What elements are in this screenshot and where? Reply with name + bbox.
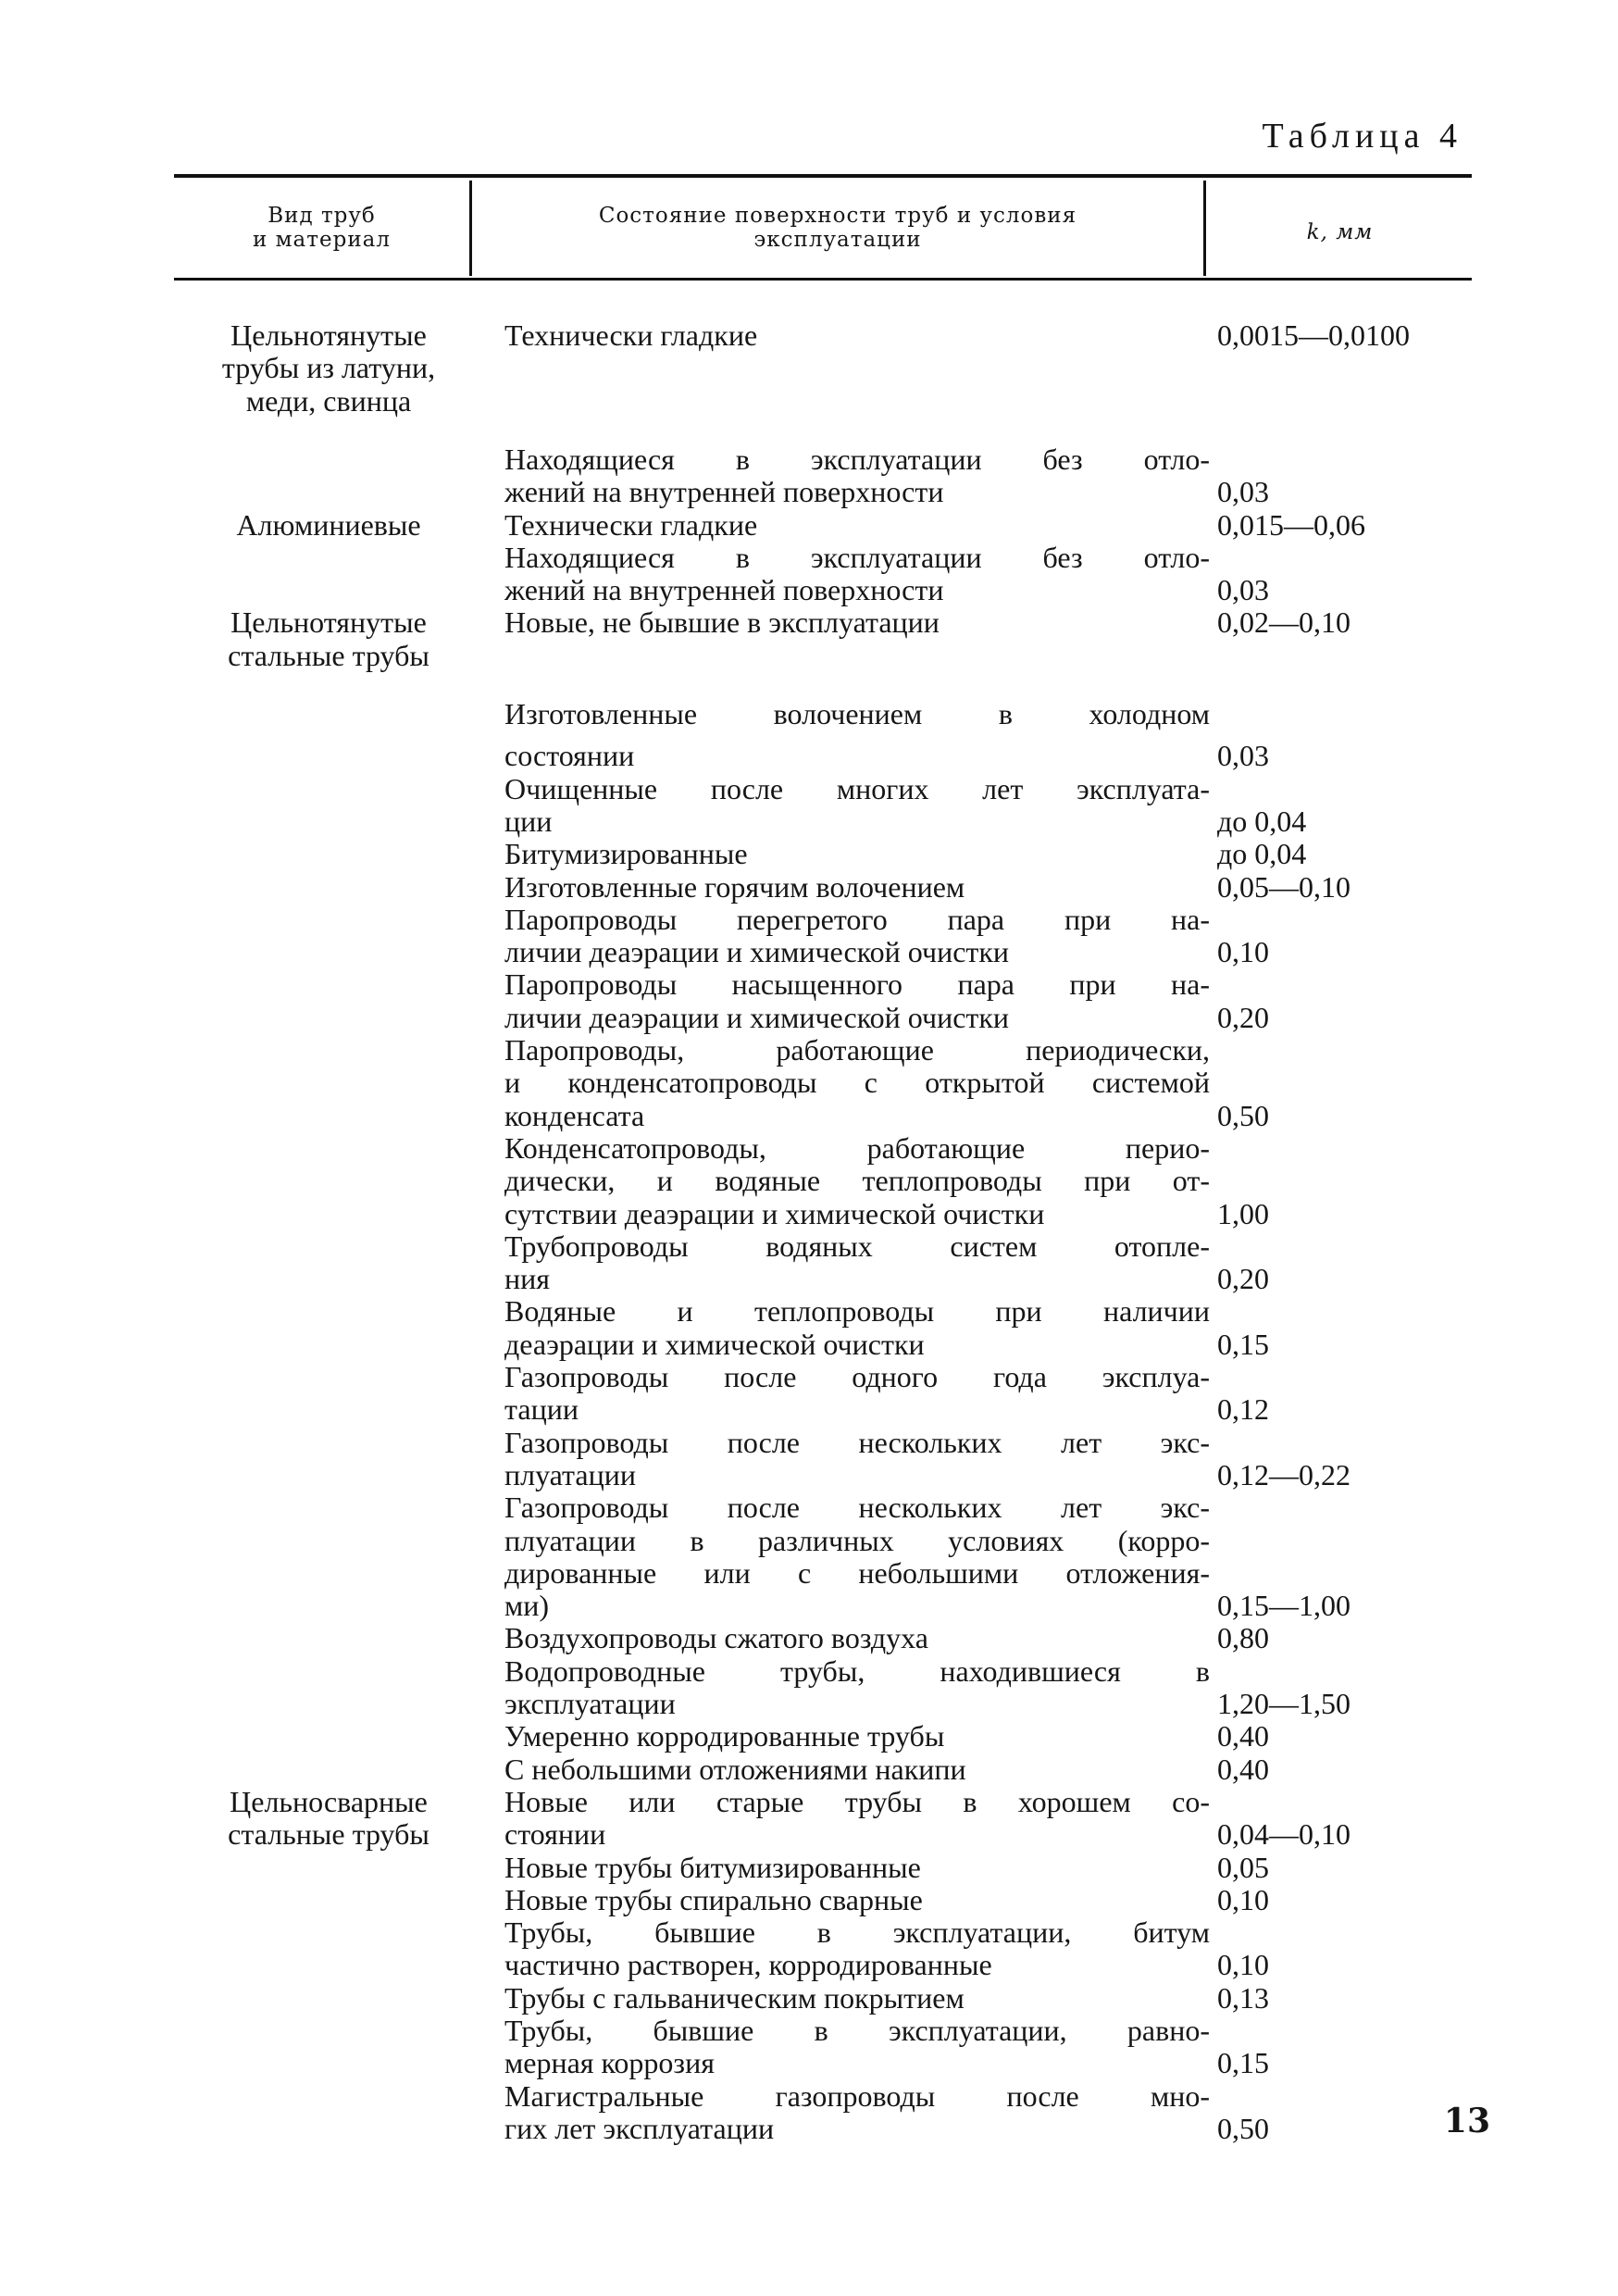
roughness-value-cell: 0,03 <box>1217 739 1269 773</box>
roughness-value-cell: 1,00 <box>1217 1196 1269 1230</box>
table-row <box>0 1360 1618 1393</box>
roughness-value-cell: 0,04—0,10 <box>1217 1817 1350 1852</box>
table-row <box>0 2014 1618 2047</box>
page-number: 13 <box>1443 2102 1490 2140</box>
surface-condition-cell: Новые, не бывшие в эксплуатации <box>504 605 940 640</box>
surface-condition-cell: Трубопроводы водяных систем отопле- <box>504 1229 1210 1263</box>
pipe-type-cell: Алюминиевые <box>236 507 421 542</box>
table-row <box>0 573 1618 606</box>
table-row <box>0 1851 1618 1884</box>
table-row <box>0 1981 1618 2015</box>
surface-condition-cell: мерная коррозия <box>504 2046 715 2080</box>
table-row <box>0 1753 1618 1786</box>
table-row <box>0 837 1618 870</box>
surface-condition-cell: личии деаэрации и химической очистки <box>504 935 1010 969</box>
pipe-type-cell: трубы из латуни, <box>221 351 436 385</box>
surface-condition-cell: ми) <box>504 1589 550 1623</box>
surface-condition-cell: Изготовленные волочением в холодном <box>504 697 1210 730</box>
surface-condition-cell: частично растворен, корродированные <box>504 1948 992 1982</box>
roughness-value-cell: 0,0015—0,0100 <box>1217 318 1410 352</box>
column-header-surface-condition: Состояние поверхности труб и условия эксплуатации <box>598 204 1077 252</box>
table-row <box>0 1229 1618 1263</box>
header-col-divider-1 <box>469 181 472 276</box>
surface-condition-cell: Газопроводы после нескольких лет экс- <box>504 1425 1210 1459</box>
surface-condition-cell: плуатации <box>504 1457 636 1491</box>
table-row <box>0 1131 1618 1165</box>
pipe-type-cell: стальные трубы <box>228 638 429 672</box>
surface-condition-cell: Очищенные после многих лет эксплуата- <box>504 771 1210 805</box>
roughness-value-cell: 0,20 <box>1217 1262 1269 1296</box>
roughness-value-cell: 0,15 <box>1217 1327 1269 1361</box>
table-title: Таблица 4 <box>1262 117 1462 156</box>
roughness-value-cell: 0,03 <box>1217 573 1269 607</box>
surface-condition-cell: Трубы, бывшие в эксплуатации, равно- <box>504 2014 1210 2047</box>
surface-condition-cell: жений на внутренней поверхности <box>504 475 944 509</box>
table-row <box>0 351 1618 384</box>
surface-condition-cell: Находящиеся в эксплуатации без отло- <box>504 540 1210 574</box>
table-row <box>0 772 1618 805</box>
table-row <box>0 639 1618 672</box>
roughness-value-cell: 0,05—0,10 <box>1217 869 1350 904</box>
surface-condition-cell: Паропроводы перегретого пара при на- <box>504 902 1210 936</box>
table-row <box>0 1915 1618 1949</box>
surface-condition-cell: Воздухопроводы сжатого воздуха <box>504 1621 928 1655</box>
surface-condition-cell: конденсата <box>504 1098 645 1132</box>
roughness-value-cell: 0,15 <box>1217 2046 1269 2080</box>
table-row <box>0 870 1618 904</box>
roughness-value-cell: 0,02—0,10 <box>1217 605 1350 640</box>
surface-condition-cell: Паропроводы насыщенного пара при на- <box>504 967 1210 1002</box>
table-row <box>0 1294 1618 1328</box>
surface-condition-cell: ния <box>504 1262 550 1296</box>
roughness-value-cell: 0,50 <box>1217 2111 1269 2145</box>
surface-condition-cell: Находящиеся в эксплуатации без отло- <box>504 442 1210 476</box>
surface-condition-cell: Новые или старые трубы в хорошем со- <box>504 1784 1210 1818</box>
surface-condition-cell: Изготовленные горячим волочением <box>504 869 965 904</box>
table-row <box>0 1458 1618 1491</box>
table-row <box>0 1883 1618 1916</box>
roughness-value-cell: 0,03 <box>1217 475 1269 509</box>
table-row <box>0 318 1618 352</box>
roughness-value-cell: до 0,04 <box>1217 837 1307 871</box>
table-row <box>0 935 1618 968</box>
table-row <box>0 1066 1618 1099</box>
table-row <box>0 508 1618 542</box>
table-row <box>0 1328 1618 1361</box>
surface-condition-cell: плуатации в различных условиях (корро- <box>504 1523 1210 1557</box>
roughness-value-cell: 0,50 <box>1217 1098 1269 1132</box>
surface-condition-cell: Трубы с гальваническим покрытием <box>504 1980 965 2015</box>
table-row <box>0 2079 1618 2113</box>
table-row <box>0 443 1618 476</box>
surface-condition-cell: стоянии <box>504 1817 606 1852</box>
surface-condition-cell: Новые трубы спирально сварные <box>504 1882 923 1916</box>
surface-condition-cell: Газопроводы после нескольких лет экс- <box>504 1491 1210 1525</box>
surface-condition-cell: личии деаэрации и химической очистки <box>504 1000 1010 1034</box>
table-row <box>0 805 1618 838</box>
roughness-value-cell: 0,05 <box>1217 1850 1269 1884</box>
column-header-pipe-type: Вид труб и материал <box>253 204 391 252</box>
surface-condition-cell: Магистральные газопроводы после мно- <box>504 2078 1210 2113</box>
roughness-value-cell: до 0,04 <box>1217 804 1307 838</box>
surface-condition-cell: Конденсатопроводы, работающие перио- <box>504 1130 1210 1165</box>
table-row <box>0 1197 1618 1230</box>
header-col-divider-2 <box>1203 181 1206 276</box>
surface-condition-cell: жений на внутренней поверхности <box>504 573 944 607</box>
surface-condition-cell: Трубы, бывшие в эксплуатации, битум <box>504 1915 1210 1950</box>
table-row <box>0 697 1618 730</box>
table-row <box>0 1621 1618 1654</box>
header-bottom-rule <box>174 278 1472 281</box>
table-row <box>0 1426 1618 1459</box>
roughness-value-cell: 0,015—0,06 <box>1217 507 1365 542</box>
table-row <box>0 1262 1618 1295</box>
table-row <box>0 903 1618 936</box>
roughness-value-cell: 0,20 <box>1217 1000 1269 1034</box>
surface-condition-cell: Паропроводы, работающие периодически, <box>504 1033 1210 1067</box>
roughness-value-cell: 0,10 <box>1217 1948 1269 1982</box>
table-row <box>0 1556 1618 1590</box>
table-row <box>0 605 1618 639</box>
table-row <box>0 384 1618 418</box>
table-row <box>0 739 1618 772</box>
table-row <box>0 1099 1618 1132</box>
roughness-value-cell: 0,40 <box>1217 1752 1269 1786</box>
table-row <box>0 1817 1618 1851</box>
surface-condition-cell: Технически гладкие <box>504 318 758 352</box>
pipe-type-cell: меди, свинца <box>245 383 412 418</box>
surface-condition-cell: Водяные и теплопроводы при наличии <box>504 1294 1210 1329</box>
table-row <box>0 1654 1618 1688</box>
header-top-rule <box>174 174 1472 178</box>
table-row <box>0 1392 1618 1426</box>
surface-condition-cell: Умеренно корродированные трубы <box>504 1719 945 1753</box>
pipe-type-cell: Цельнотянутые <box>230 605 427 640</box>
table-row <box>0 1785 1618 1818</box>
surface-condition-cell: Битумизированные <box>504 837 748 871</box>
roughness-value-cell: 1,20—1,50 <box>1217 1687 1350 1720</box>
pipe-type-cell: Цельнотянутые <box>230 318 427 352</box>
surface-condition-cell: Водопроводные трубы, находившиеся в <box>504 1653 1210 1688</box>
roughness-value-cell: 0,40 <box>1217 1719 1269 1753</box>
table-row <box>0 1524 1618 1557</box>
surface-condition-cell: Газопроводы после одного года эксплуа- <box>504 1360 1210 1393</box>
surface-condition-cell: дически, и водяные теплопроводы при от- <box>504 1164 1210 1198</box>
roughness-value-cell: 0,10 <box>1217 1882 1269 1916</box>
table-row <box>0 967 1618 1001</box>
table-row <box>0 1687 1618 1720</box>
roughness-value-cell: 0,12 <box>1217 1392 1269 1427</box>
surface-condition-cell: и конденсатопроводы с открытой системой <box>504 1066 1210 1100</box>
roughness-value-cell: 0,15—1,00 <box>1217 1589 1350 1623</box>
table-row <box>0 475 1618 508</box>
pipe-type-cell: стальные трубы <box>228 1817 429 1852</box>
roughness-value-cell: 0,12—0,22 <box>1217 1457 1350 1491</box>
table-row <box>0 1164 1618 1197</box>
surface-condition-cell: ции <box>504 804 553 838</box>
table-row <box>0 1491 1618 1524</box>
table-row <box>0 541 1618 574</box>
surface-condition-cell: эксплуатации <box>504 1687 676 1720</box>
surface-condition-cell: деаэрации и химической очистки <box>504 1327 925 1361</box>
surface-condition-cell: гих лет эксплуатации <box>504 2111 775 2145</box>
table-row <box>0 2046 1618 2079</box>
surface-condition-cell: дированные или с небольшими отложения- <box>504 1555 1210 1590</box>
column-header-k-mm: k, мм <box>1306 220 1374 244</box>
surface-condition-cell: состоянии <box>504 739 635 773</box>
table-row <box>0 1948 1618 1981</box>
surface-condition-cell: Новые трубы битумизированные <box>504 1850 921 1884</box>
pipe-type-cell: Цельносварные <box>230 1784 428 1818</box>
surface-condition-cell: тации <box>504 1392 579 1427</box>
table-row <box>0 2112 1618 2145</box>
surface-condition-cell: Технически гладкие <box>504 507 758 542</box>
table-row <box>0 1589 1618 1622</box>
table-row <box>0 1719 1618 1753</box>
roughness-value-cell: 0,80 <box>1217 1621 1269 1655</box>
table-row <box>0 1001 1618 1034</box>
roughness-value-cell: 0,13 <box>1217 1980 1269 2015</box>
roughness-value-cell: 0,10 <box>1217 935 1269 969</box>
surface-condition-cell: С небольшими отложениями накипи <box>504 1752 966 1786</box>
table-row <box>0 1033 1618 1067</box>
surface-condition-cell: сутствии деаэрации и химической очистки <box>504 1196 1045 1230</box>
